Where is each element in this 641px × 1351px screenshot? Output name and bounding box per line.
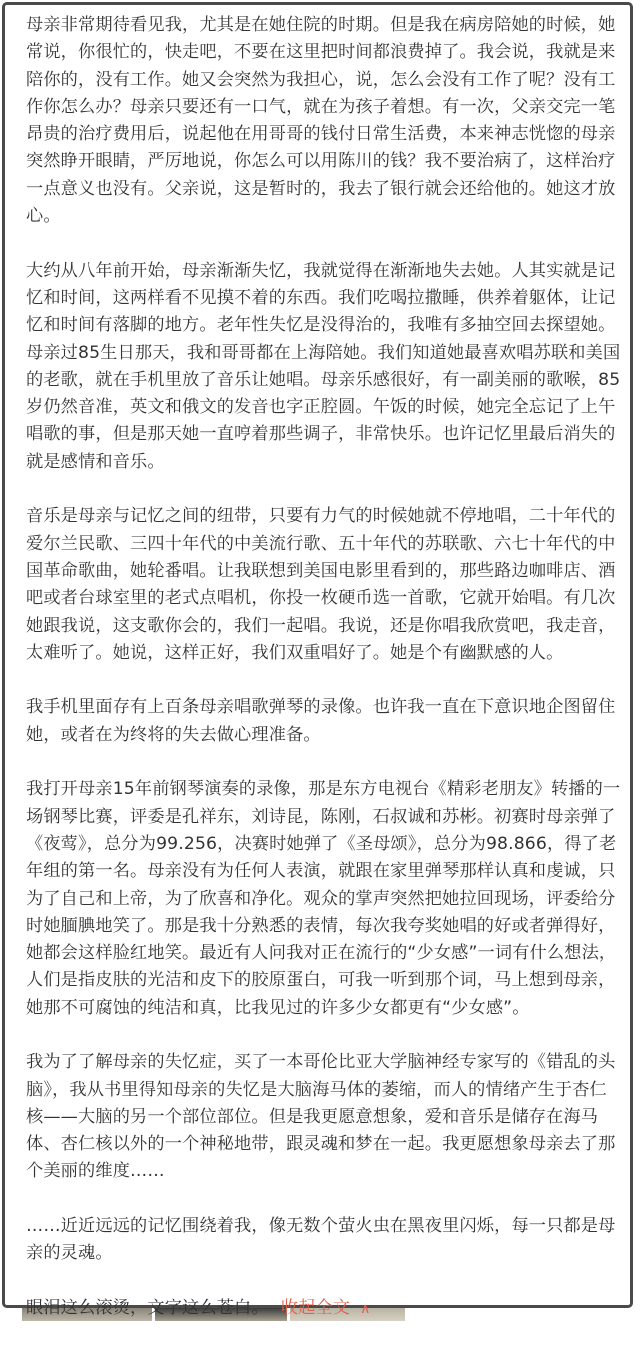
paragraph: ……近近远远的记忆围绕着我，像无数个萤火虫在黑夜里闪烁，每一只都是母亲的灵魂。: [26, 1216, 616, 1264]
collapse-label: 收起全文: [280, 1297, 351, 1318]
paragraph: 母亲非常期待看见我，尤其是在她住院的时期。但是我在病房陪她的时候，她常说，你很忙的，快走吧，不要在这里把时间都浪费掉了。我会说，我就是来陪你的，没有工作。她又会突然为我担心，说，怎么会没有工作了呢？没有工作你怎么办？母亲只要还有一口气，就在为孩子着想。有一次，父亲交完一笔昂贵的治疗费用后，说起他在用哥哥的钱付日常生活费，本来神志恍惚的母亲突然睁开眼睛，严厉地说，你怎么可以用陈川的钱？我不要治病了，这样治疗一点意义也没有。父亲说，这是暂时的，我去了银行就会还给他的。她这才放心。: [26, 15, 616, 227]
article-body: [26, 12, 622, 1351]
article-card: [2, 2, 633, 1318]
closing-line: 眼泪这么滚烫，文字这么苍白。: [26, 1297, 269, 1318]
paragraph: 我打开母亲15年前钢琴演奏的录像，那是东方电视台《精彩老朋友》转播的一场钢琴比赛，评委是孔祥东，刘诗昆，陈刚，石叔诚和苏彬。初赛时母亲弹了《夜莺》，总分为99.256，决赛时她弹了《圣母颂》，总分为98.866，得了老年组的第一名。母亲没有为任何人表演，就跟在家里弹琴那样认真和虔诚，只为了自己和上帝，为了欣喜和净化。观众的掌声突然把她拉回现场，评委给分时她腼腆地笑了。那是我十分熟悉的表情，每次我夸奖她唱的好或者弹得好，她都会这样脸红地笑。最近有人问我对正在流行的“少女感”一词有什么想法，人们是指皮肤的光洁和皮下的胶原蛋白，可我一听到那个词，马上想到母亲，她那不可腐蚀的纯洁和真，比我见过的许多少女都更有“少女感”。: [26, 779, 621, 1018]
closing-paragraph: [26, 1295, 622, 1323]
paragraph: 我为了了解母亲的失忆症，买了一本哥伦比亚大学脑神经专家写的《错乱的头脑》，我从书里得知母亲的失忆是大脑海马体的萎缩，而人的情绪产生于杏仁核——大脑的另一个部位部位。但是我更愿意想象，爱和音乐是储存在海马体、杏仁核以外的一个神秘地带，跟灵魂和梦在一起。我更愿想象母亲去了那个美丽的维度……: [26, 1052, 616, 1182]
paragraph: 我手机里面存有上百条母亲唱歌弹琴的录像。也许我一直在下意识地企图留住她，或者在为终将的失去做心理准备。: [26, 697, 616, 745]
paragraph: 音乐是母亲与记忆之间的纽带，只要有力气的时候她就不停地唱，二十年代的爱尔兰民歌、三四十年代的中美流行歌、五十年代的苏联歌、六七十年代的中国革命歌曲，她轮番唱。让我联想到美国电影里看到的，那些路边咖啡店、酒吧或者台球室里的老式点唱机，你投一枚硬币选一首歌，它就开始唱。有几次她跟我说，这支歌你会的，我们一起唱。我说，还是你唱我欣赏吧，我走音，太难听了。她说，这样正好，我们双重唱好了。她是个有幽默感的人。: [26, 506, 616, 663]
paragraph: 大约从八年前开始，母亲渐渐失忆，我就觉得在渐渐地失去她。人其实就是记忆和时间，这两样看不见摸不着的东西。我们吃喝拉撒睡，供养着躯体，让记忆和时间有落脚的地方。老年性失忆是没得治的，我唯有多抽空回去探望她。母亲过85生日那天，我和哥哥都在上海陪她。我们知道她最喜欢唱苏联和美国的老歌，就在手机里放了音乐让她唱。母亲乐感很好，有一副美丽的歌喉，85岁仍然音准，英文和俄文的发音也字正腔圆。午饭的时候，她完全忘记了上午唱歌的事，但是那天她一直哼着那些调子，非常快乐。也许记忆里最后消失的就是感情和音乐。: [26, 260, 621, 472]
collapse-full-text-button[interactable]: [281, 1298, 371, 1318]
chevron-up-icon: ∧: [360, 1300, 371, 1317]
